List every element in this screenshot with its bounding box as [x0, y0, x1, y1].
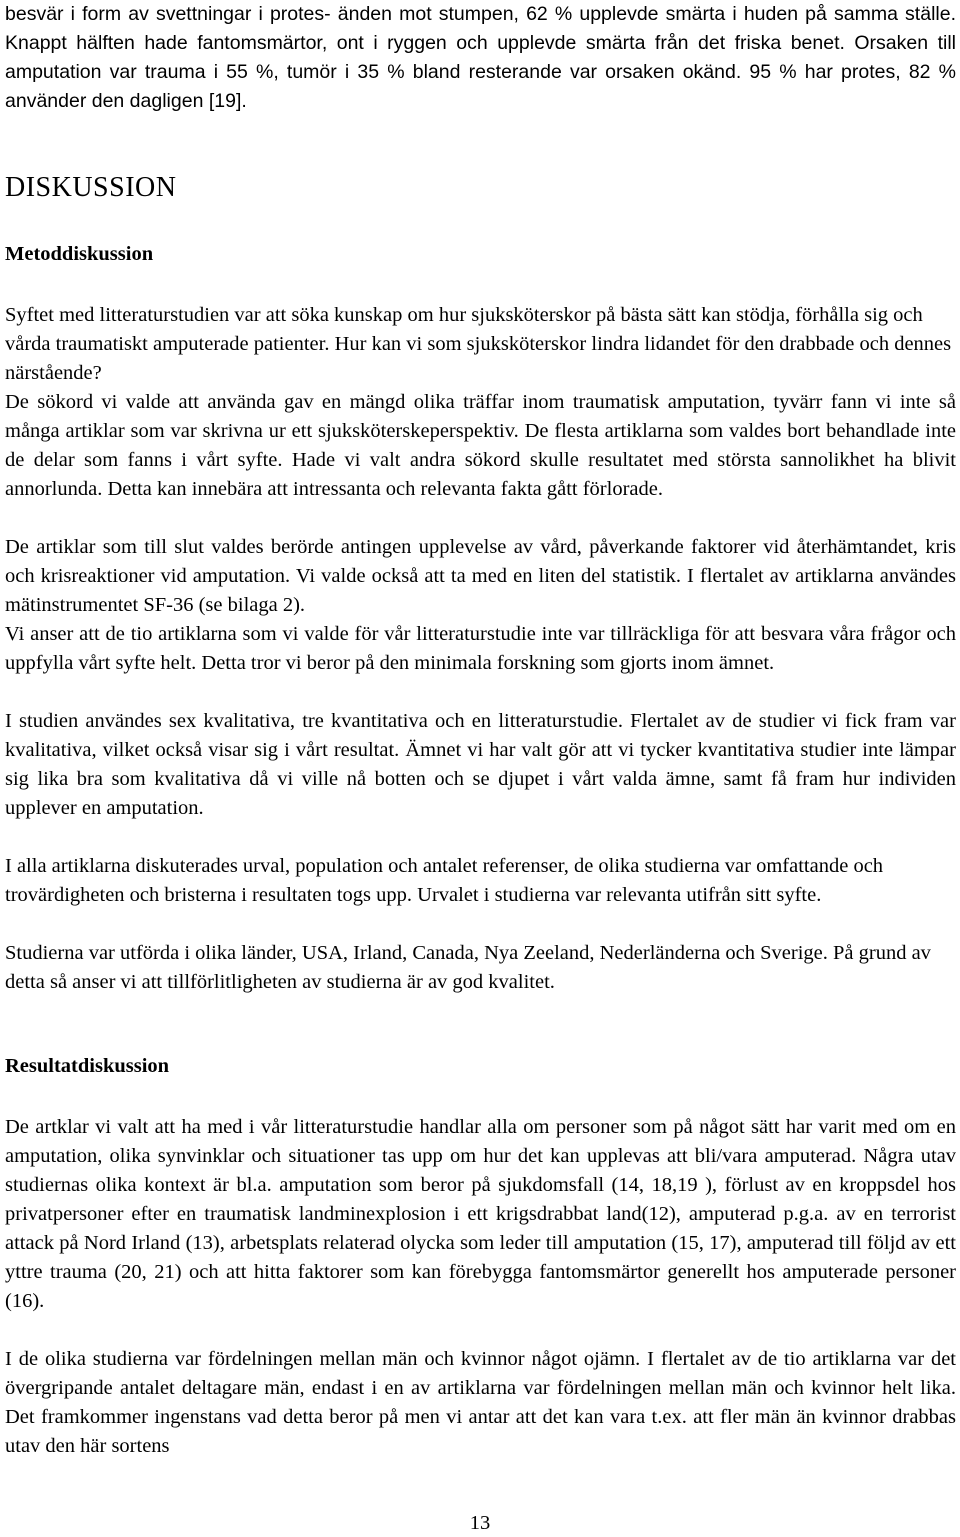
method-paragraph-2: De sökord vi valde att använda gav en mängd olika träffar inom traumatisk amputation, tyvärr fann vi inte så många artiklar som var skrivna ur ett sjuksköterskeperspektiv. De flesta artiklarna som valdes bort behandlade inte de delar som fanns i vårt syfte. Hade vi valt andra sökord skulle resultatet med största sannolikhet ha blivit annorlunda. Detta kan innebära att intressanta och relevanta fakta gått förlorade.: [5, 391, 956, 500]
method-paragraph-4: Vi anser att de tio artiklarna som vi valde för vår litteraturstudie inte var tillräckliga för att besvara våra frågor och uppfylla vårt syfte helt. Detta tror vi beror på den minimala forskning som gjorts inom ämnet.: [5, 623, 956, 674]
results-paragraph-1: De artklar vi valt att ha med i vår litteraturstudie handlar alla om personer som på något sätt har varit med om en amputation, olika synvinklar och situationer tas upp om hur det kan upplevas att bli/vara amputerad. Några utav studiernas olika kontext är bl.a. amputation som beror på sjukdomsfall (14, 18,19 ), förlust av en kroppsdel hos privatpersoner efter en traumatisk landminexplosion i ett krigsdrabbat land(12), amputerad p.g.a. av en terrorist attack på Nord Irland (13), arbetsplats relaterad olycka som leder till amputation (15, 17), amputerad till följd av ett yttre trauma (20, 21) och att hitta faktorer som kan förebygga fantomsmärtor generellt hos amputerade personer (16).: [5, 1116, 956, 1312]
method-paragraph-6: I alla artiklarna diskuterades urval, population och antalet referenser, de olika studierna var omfattande och trovärdigheten och bristerna i resultaten togs upp. Urvalet i studierna var relevanta utifrån sitt syfte.: [5, 855, 884, 906]
method-paragraph-3: De artiklar som till slut valdes berörde antingen upplevelse av vård, påverkande faktorer vid återhämtandet, kris och krisreaktioner vid amputation. Vi valde också att ta med en liten del statistik. I flertalet av artiklarna användes mätinstrumentet SF-36 (se bilaga 2).: [5, 536, 956, 616]
intro-paragraph: besvär i form av svettningar i protes- änden mot stumpen, 62 % upplevde smärta i huden på samma ställe. Knappt hälften hade fantomsmärtor, ont i ryggen och upplevde smärta från det friska benet. Orsaken till amputation var trauma i 55 %, tumör i 35 % bland resterande var orsaken okänd. 95 % har protes, 82 % använder den dagligen [19].: [5, 3, 956, 112]
page-number: 13: [469, 1512, 491, 1534]
method-paragraph-7: Studierna var utförda i olika länder, USA, Irland, Canada, Nya Zeeland, Nederländerna och Sverige. På grund av detta så anser vi att tillförlitligheten av studierna är av god kvalitet.: [5, 942, 931, 993]
method-heading: Metoddiskussion: [5, 243, 154, 265]
section-title: DISKUSSION: [5, 172, 177, 203]
method-paragraph-5: I studien användes sex kvalitativa, tre kvantitativa och en litteraturstudie. Flertalet av de studier vi fick fram var kvalitativa, vilket också visar sig i vårt resultat. Ämnet vi har valt gör att vi tycker kvantitativa studier inte lämpar sig lika bra som kvalitativa då vi ville nå botten och se djupet i vårt valda ämne, samt få fram hur individen upplever en amputation.: [5, 710, 956, 819]
method-paragraph-1: Syftet med litteraturstudien var att söka kunskap om hur sjuksköterskor på bästa sätt kan stödja, förhålla sig och vårda traumatiskt amputerade patienter. Hur kan vi som sjuksköterskor lindra lidandet för den drabbade och dennes närstående?: [5, 304, 952, 384]
results-paragraph-2: I de olika studierna var fördelningen mellan män och kvinnor något ojämn. I flertalet av de tio artiklarna var det övergripande antalet deltagare män, endast i en av artiklarna var fördelningen mellan män och kvinnor helt lika. Det framkommer ingenstans vad detta beror på men vi antar att det kan vara t.ex. att fler män än kvinnor drabbas utav den här sortens: [5, 1348, 956, 1457]
results-heading: Resultatdiskussion: [5, 1055, 170, 1077]
